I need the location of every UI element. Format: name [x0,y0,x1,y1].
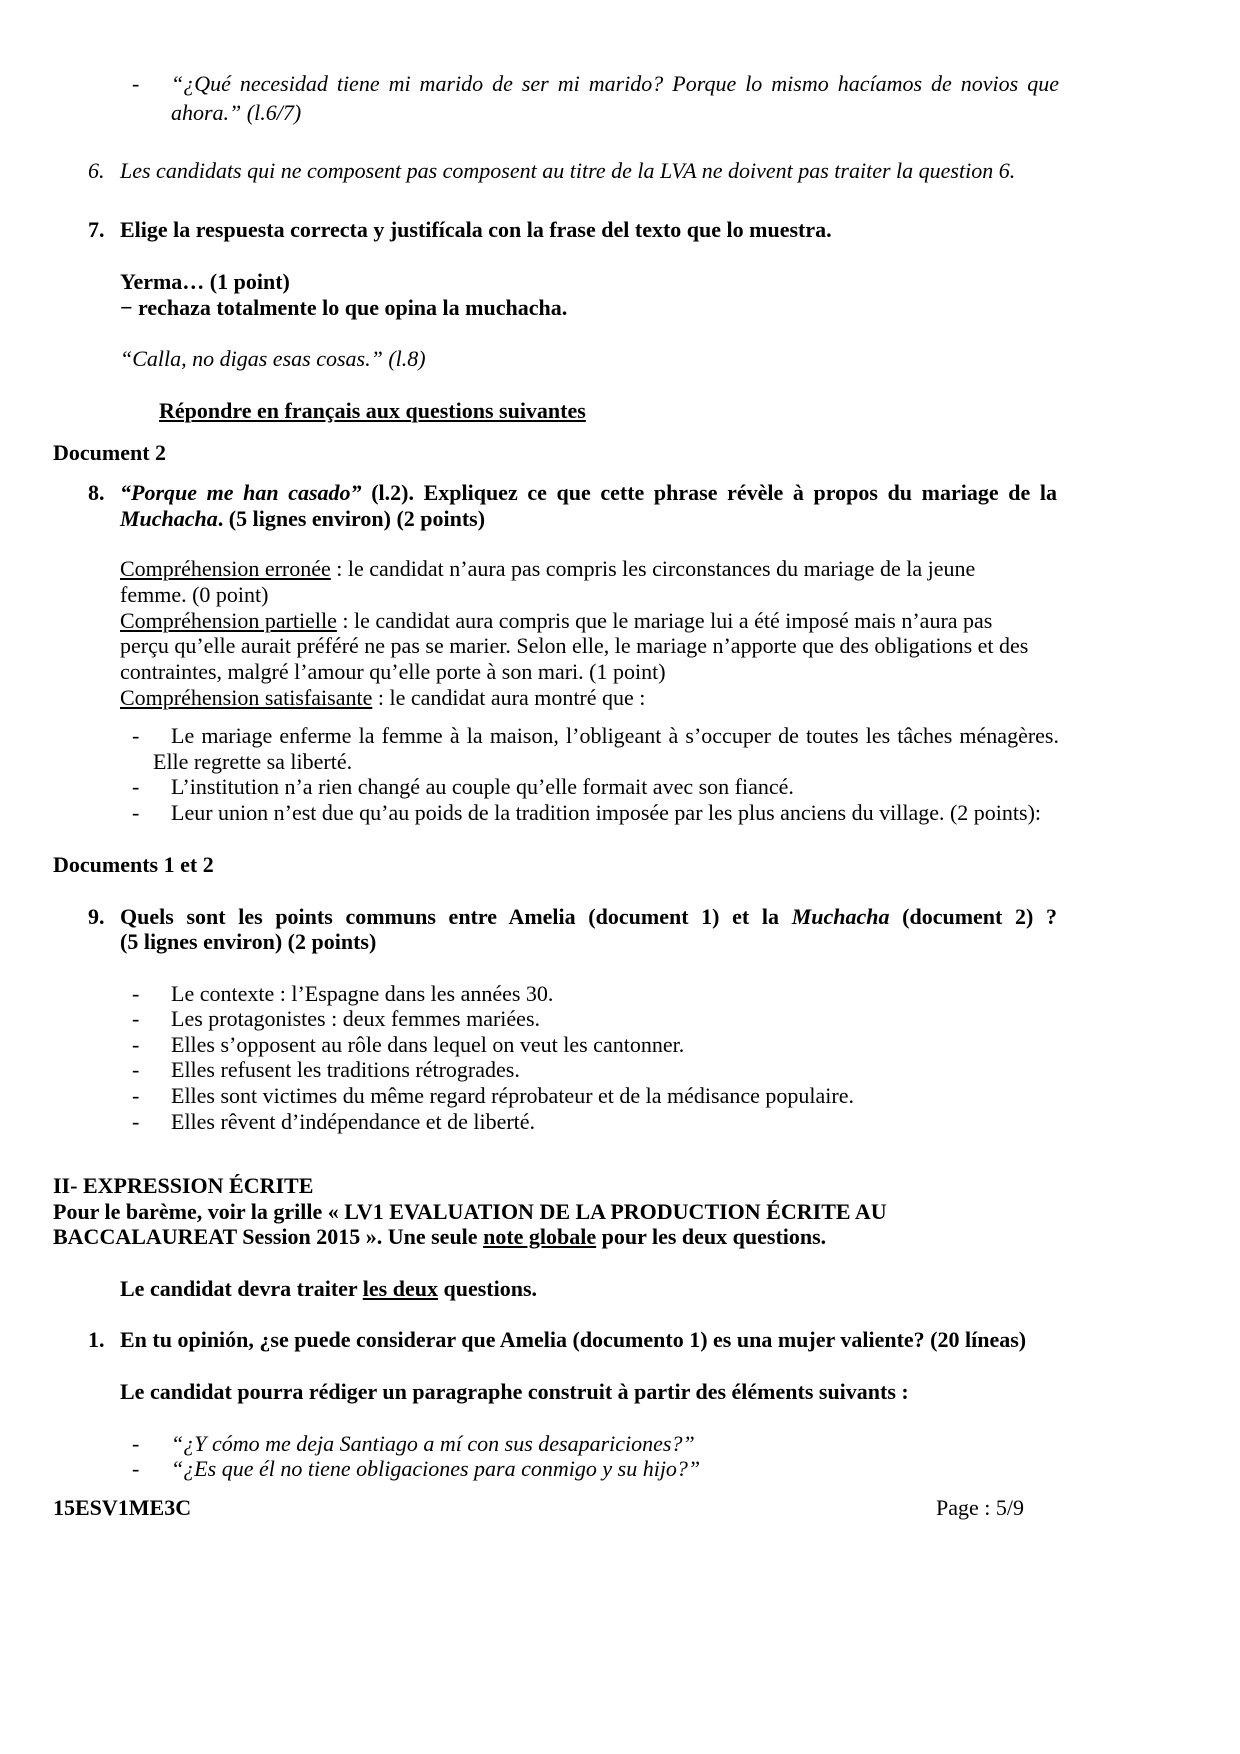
q7-number: 7. [88,217,105,242]
q8-number: 8. [88,480,105,505]
list-item-text: “¿Es que él no tiene obligaciones para conmigo y su hijo?” [171,1456,701,1481]
list-dash: - [132,723,140,748]
les-deux: les deux [362,1276,438,1301]
footer-page-number: Page : 5/9 [936,1495,1024,1520]
list-dash: - [132,1032,140,1057]
list-dash: - [132,800,140,825]
list-dash: - [132,1083,140,1108]
paragraph-instruction: Le candidat pourra rédiger un paragraphe construit à partir des éléments suivants : [120,1379,909,1404]
q9-line1 [120,903,1057,931]
note-globale: note globale [483,1224,597,1249]
satisfaisante-text: : le candidat aura montré que : [372,685,646,710]
partielle-text: : le candidat aura compris que le mariage lui a été imposé mais n’aura pas [336,608,993,633]
erronee-label: Compréhension erronée [120,556,331,581]
list-item-text: Elles rêvent d’indépendance et de liberté. [171,1109,536,1134]
documents-1-2-heading: Documents 1 et 2 [53,852,214,877]
q7-subject: Yerma… (1 point) [120,269,290,294]
section-heading: Répondre en français aux questions suivantes [159,398,586,423]
expr-q1-number: 1. [88,1327,105,1352]
instr-post: questions. [437,1276,538,1301]
list-dash: - [132,981,140,1006]
list-item-text-cont: Elle regrette sa liberté. [153,749,353,774]
list-dash: - [132,1456,140,1481]
list-item-text: Les protagonistes : deux femmes mariées. [171,1006,541,1031]
list-item-text: Elles refusent les traditions rétrogrades. [171,1057,520,1082]
top-quote-line2: ahora.” (l.6/7) [171,100,302,125]
list-item-text: Leur union n’est due qu’au poids de la tradition imposée par les plus anciens du village. (2 points): [171,800,1042,825]
q8-line1 [120,479,1057,507]
satisfaisante-line [120,684,645,712]
q9-number: 9. [88,904,105,929]
q7-text: Elige la respuesta correcta y justifícala con la frase del texto que lo muestra. [120,217,832,242]
q8-line2 [120,505,485,533]
partielle-line2: perçu qu’elle aurait préféré ne pas se marier. Selon elle, le mariage n’apporte que des obligations et des [120,633,1029,658]
list-dash: - [132,774,140,799]
list-dash: - [132,1006,140,1031]
list-dash: - [132,71,140,96]
q9-line1-pre: Quels sont les points communs entre Amelia (document 1) et la [120,904,792,929]
satisfaisante-label: Compréhension satisfaisante [120,685,373,710]
erronee-line2: femme. (0 point) [120,582,269,607]
q8-line2-rest: . (5 lignes environ) (2 points) [217,506,486,531]
list-item-text: Elles sont victimes du même regard réprobateur et de la médisance populaire. [171,1083,854,1108]
q8-line1-rest: (l.2). Expliquez ce que cette phrase révèle à propos du mariage de la [361,480,1057,505]
instruction-deux-questions [120,1275,537,1303]
list-item-text: Elles s’opposent au rôle dans lequel on veut les cantonner. [171,1032,685,1057]
list-item-text: L’institution n’a rien changé au couple qu’elle formait avec son fiancé. [171,774,794,799]
erronee-line1 [120,555,975,583]
instr-pre: Le candidat devra traiter [120,1276,363,1301]
expr-q1-text: En tu opinión, ¿se puede considerar que Amelia (documento 1) es una mujer valiente? (20 líneas) [120,1327,1027,1352]
q8-quote: “Porque me han casado” [120,480,362,505]
footer-code: 15ESV1ME3C [53,1495,192,1520]
top-quote-line1: “¿Qué necesidad tiene mi marido de ser mi marido? Porque lo mismo hacíamos de novios que [171,71,1059,96]
q9-muchacha: Muchacha [791,904,890,929]
q9-line2: (5 lignes environ) (2 points) [120,929,377,954]
list-item-text: Le mariage enferme la femme à la maison, l’obligeant à s’occuper de toutes les tâches ménagères. [171,723,1059,748]
expression-heading: II- EXPRESSION ÉCRITE [53,1173,314,1198]
partielle-line1 [120,607,992,635]
bareme-line2-pre: BACCALAUREAT Session 2015 ». Une seule [53,1224,484,1249]
document-2-heading: Document 2 [53,440,167,465]
q6-number: 6. [88,158,105,183]
bareme-line2 [53,1223,826,1251]
erronee-text: : le candidat n’aura pas compris les circonstances du mariage de la jeune [330,556,976,581]
partielle-line3: contraintes, malgré l’amour qu’elle porte à son mari. (1 point) [120,659,666,684]
list-dash: - [132,1431,140,1456]
list-item-text: “¿Y cómo me deja Santiago a mí con sus desapariciones?” [171,1431,695,1456]
list-item-text: Le contexte : l’Espagne dans les années 30. [171,981,554,1006]
q9-line1-post: (document 2) ? [889,904,1057,929]
partielle-label: Compréhension partielle [120,608,337,633]
q6-text: Les candidats qui ne composent pas composent au titre de la LVA ne doivent pas traiter la question 6. [120,158,1016,183]
q7-quote: “Calla, no digas esas cosas.” (l.8) [120,346,426,371]
q7-answer: − rechaza totalmente lo que opina la muchacha. [120,295,568,320]
q8-muchacha: Muchacha [120,506,218,531]
bareme-line1: Pour le barème, voir la grille « LV1 EVALUATION DE LA PRODUCTION ÉCRITE AU [53,1199,887,1224]
bareme-line2-post: pour les deux questions. [596,1224,827,1249]
list-dash: - [132,1109,140,1134]
list-dash: - [132,1057,140,1082]
